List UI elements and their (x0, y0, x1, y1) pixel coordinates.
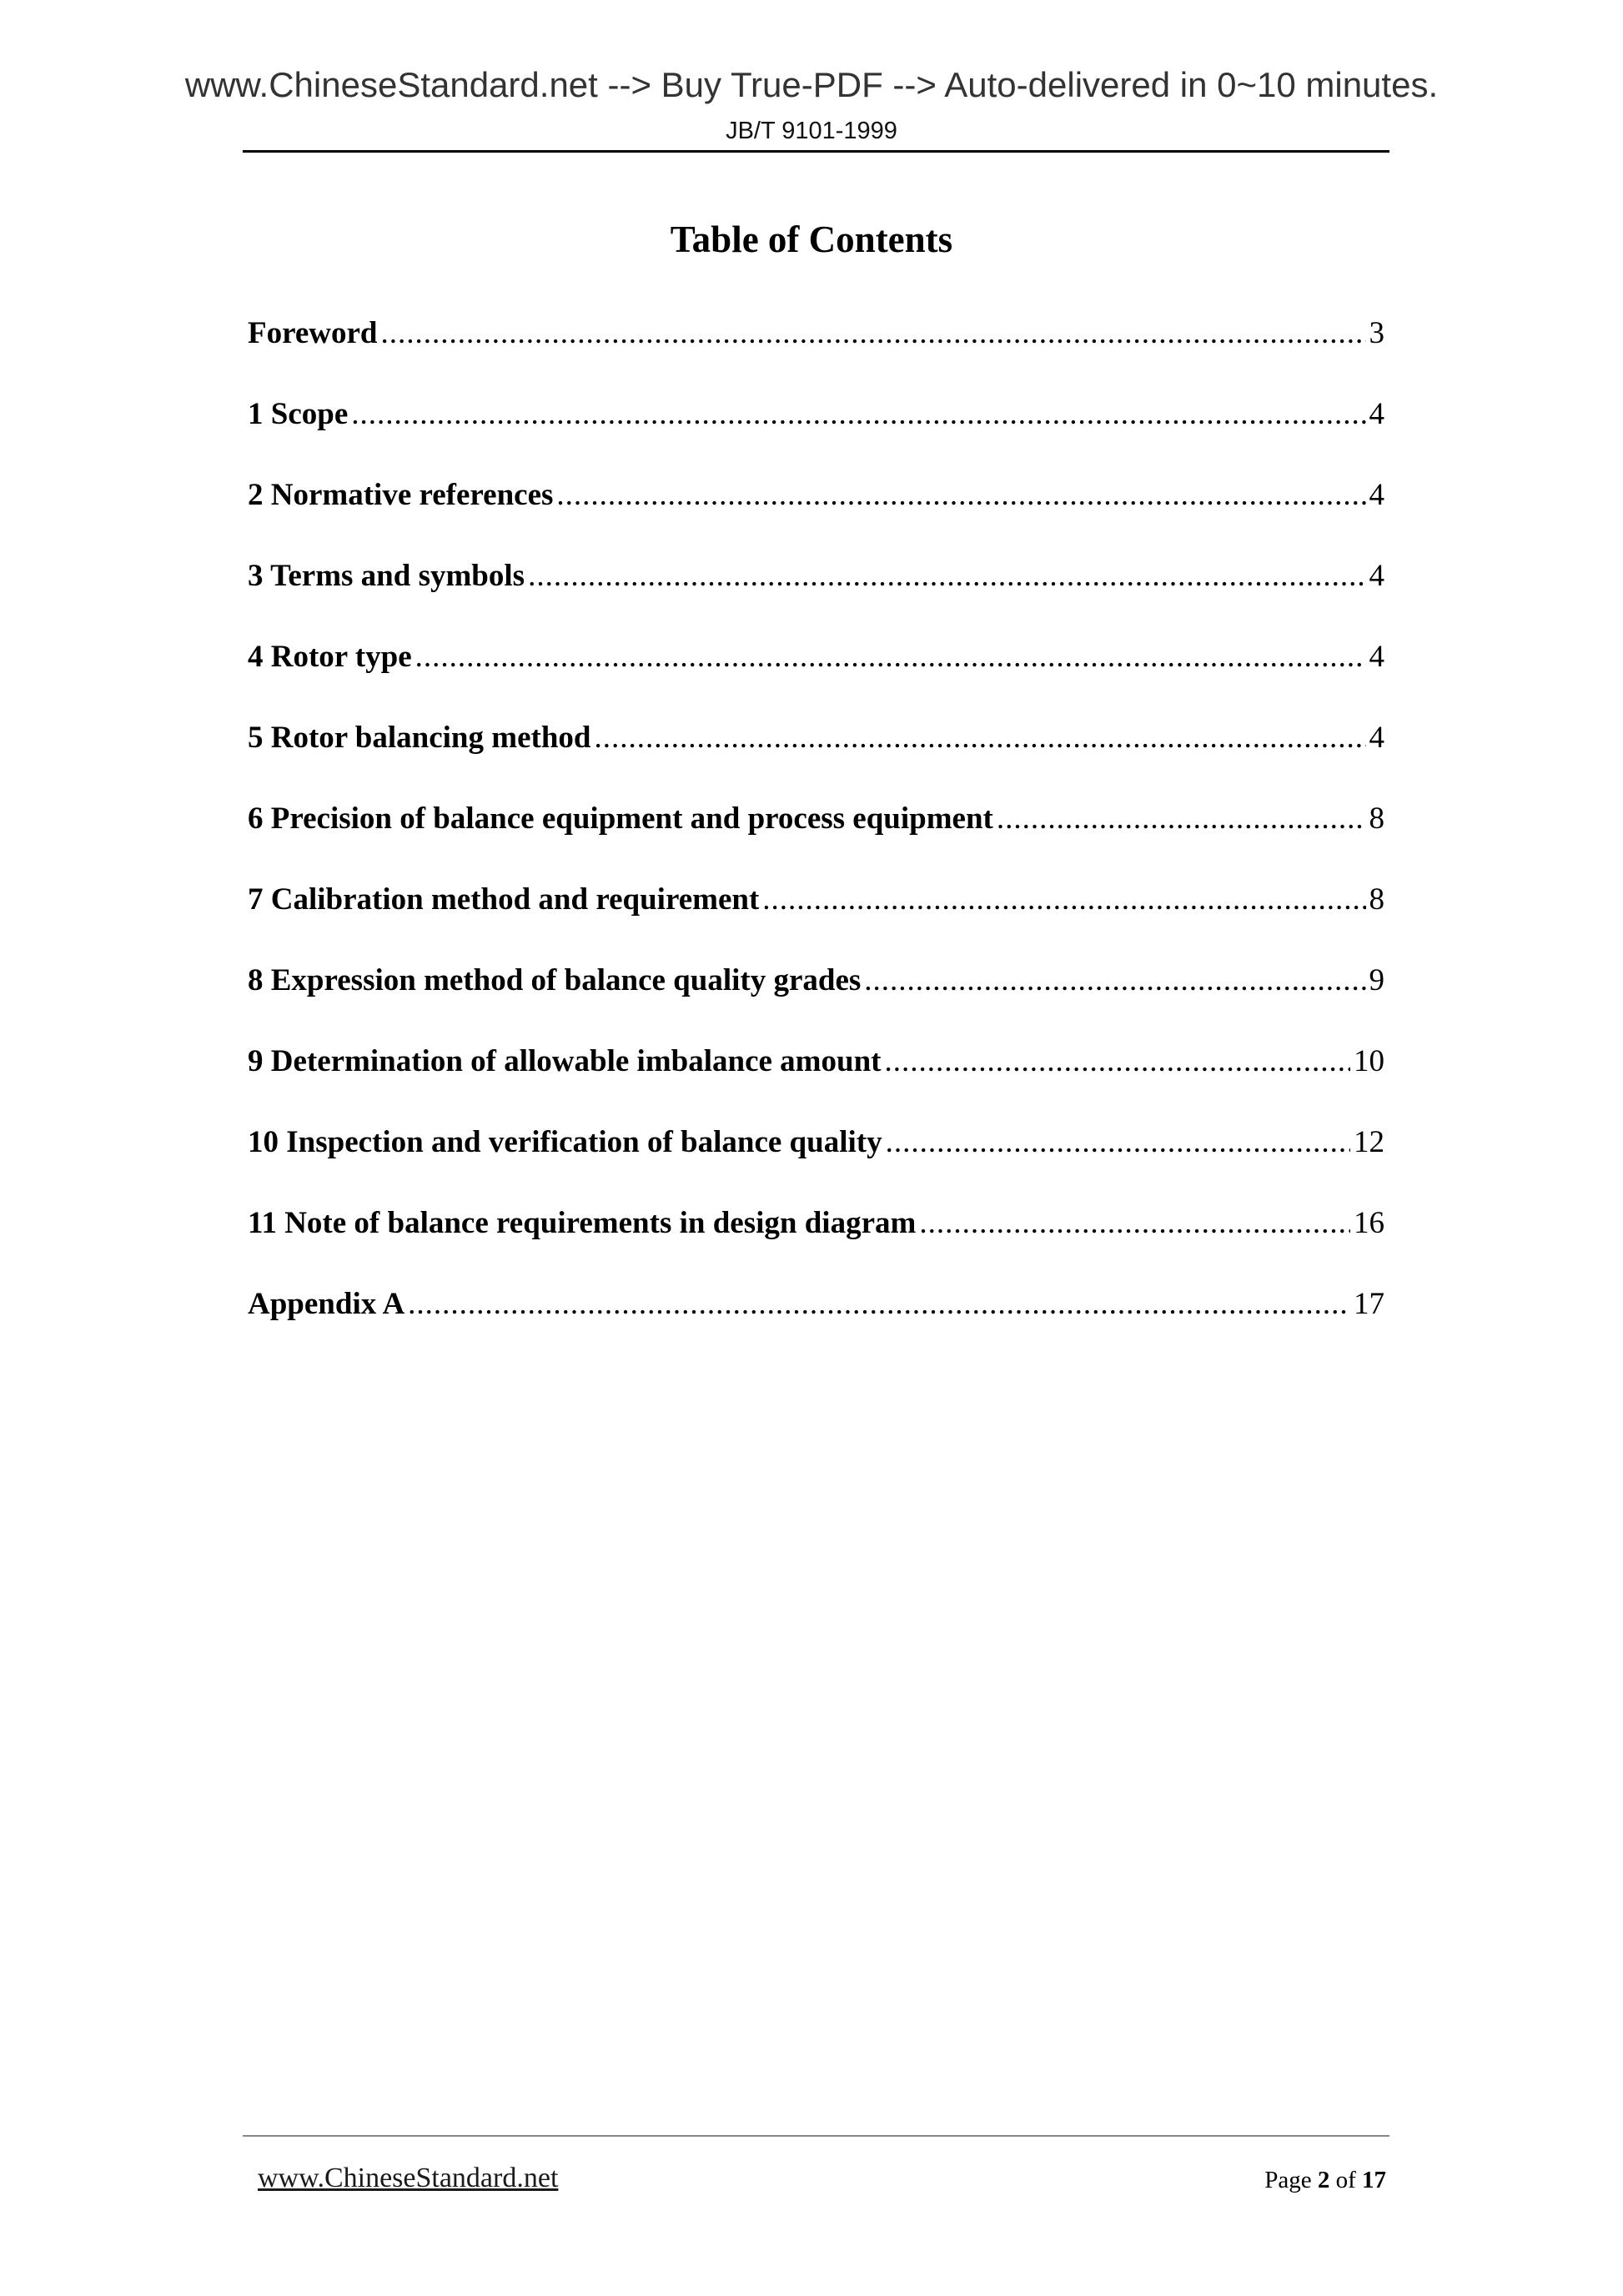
toc-list (248, 309, 1384, 1360)
toc-entry-rotor-type[interactable] (248, 632, 1384, 713)
toc-entry-terms-and-symbols[interactable] (248, 551, 1384, 632)
toc-entry-expression-method[interactable] (248, 956, 1384, 1037)
toc-entry-page: 4 (1369, 478, 1384, 512)
page-current: 2 (1317, 2167, 1330, 2193)
toc-dot-leader (919, 1198, 1350, 1248)
toc-entry-balance-requirements-note[interactable] (248, 1198, 1384, 1279)
document-code: JB/T 9101-1999 (726, 118, 897, 144)
toc-dot-leader (997, 794, 1366, 844)
toc-entry-label: 8 Expression method of balance quality grades (248, 963, 862, 997)
toc-dot-leader (864, 956, 1365, 1006)
toc-entry-calibration-method[interactable] (248, 875, 1384, 956)
toc-dot-leader (886, 1118, 1350, 1168)
page-prefix: Page (1264, 2167, 1312, 2193)
toc-entry-label: 11 Note of balance requirements in design diagram (248, 1206, 917, 1240)
header-divider (243, 150, 1389, 153)
toc-entry-label: Appendix A (248, 1287, 405, 1321)
toc-entry-page: 12 (1354, 1125, 1384, 1159)
toc-entry-foreword[interactable] (248, 309, 1384, 389)
toc-dot-leader (415, 632, 1366, 682)
page-total: 17 (1362, 2167, 1386, 2193)
toc-entry-allowable-imbalance[interactable] (248, 1037, 1384, 1118)
toc-dot-leader (351, 389, 1365, 440)
toc-entry-label: 10 Inspection and verification of balance quality (248, 1125, 882, 1159)
toc-entry-label: 6 Precision of balance equipment and process equipment (248, 801, 993, 836)
toc-entry-page: 8 (1369, 882, 1384, 917)
toc-entry-label: 3 Terms and symbols (248, 559, 525, 593)
toc-dot-leader (884, 1037, 1350, 1087)
toc-entry-page: 4 (1369, 559, 1384, 593)
toc-dot-leader (556, 470, 1365, 520)
toc-dot-leader (528, 551, 1365, 601)
toc-entry-label: 2 Normative references (248, 478, 554, 512)
toc-entry-page: 4 (1369, 397, 1384, 431)
toc-entry-label: 7 Calibration method and requirement (248, 882, 760, 917)
toc-dot-leader (762, 875, 1365, 925)
toc-entry-label: 4 Rotor type (248, 640, 412, 674)
toc-entry-label: 5 Rotor balancing method (248, 721, 591, 755)
toc-entry-label: 1 Scope (248, 397, 349, 431)
toc-entry-inspection-and-verification[interactable] (248, 1118, 1384, 1198)
page-number (1264, 2165, 1386, 2195)
toc-dot-leader (381, 309, 1366, 359)
toc-entry-normative-references[interactable] (248, 470, 1384, 551)
toc-entry-page: 10 (1354, 1044, 1384, 1078)
toc-entry-precision-of-balance-equipment[interactable] (248, 794, 1384, 875)
toc-title: Table of Contents (670, 219, 953, 260)
footer-divider (243, 2135, 1389, 2137)
toc-dot-leader (408, 1279, 1350, 1329)
toc-entry-page: 8 (1369, 801, 1384, 836)
toc-entry-page: 4 (1369, 721, 1384, 755)
toc-entry-scope[interactable] (248, 389, 1384, 470)
toc-entry-page: 3 (1369, 316, 1384, 350)
toc-entry-page: 17 (1354, 1287, 1384, 1321)
toc-dot-leader (594, 713, 1365, 763)
header-banner: www.ChineseStandard.net --> Buy True-PDF --> Auto-delivered in 0~10 minutes. (184, 65, 1439, 104)
toc-entry-label: 9 Determination of allowable imbalance amount (248, 1044, 882, 1078)
toc-entry-label: Foreword (248, 316, 378, 350)
footer-website-link[interactable]: www.ChineseStandard.net (258, 2163, 559, 2193)
toc-entry-appendix-a[interactable] (248, 1279, 1384, 1360)
toc-entry-page: 16 (1354, 1206, 1384, 1240)
page-of: of (1335, 2167, 1356, 2193)
toc-entry-rotor-balancing-method[interactable] (248, 713, 1384, 794)
toc-entry-page: 4 (1369, 640, 1384, 674)
toc-entry-page: 9 (1369, 963, 1384, 997)
